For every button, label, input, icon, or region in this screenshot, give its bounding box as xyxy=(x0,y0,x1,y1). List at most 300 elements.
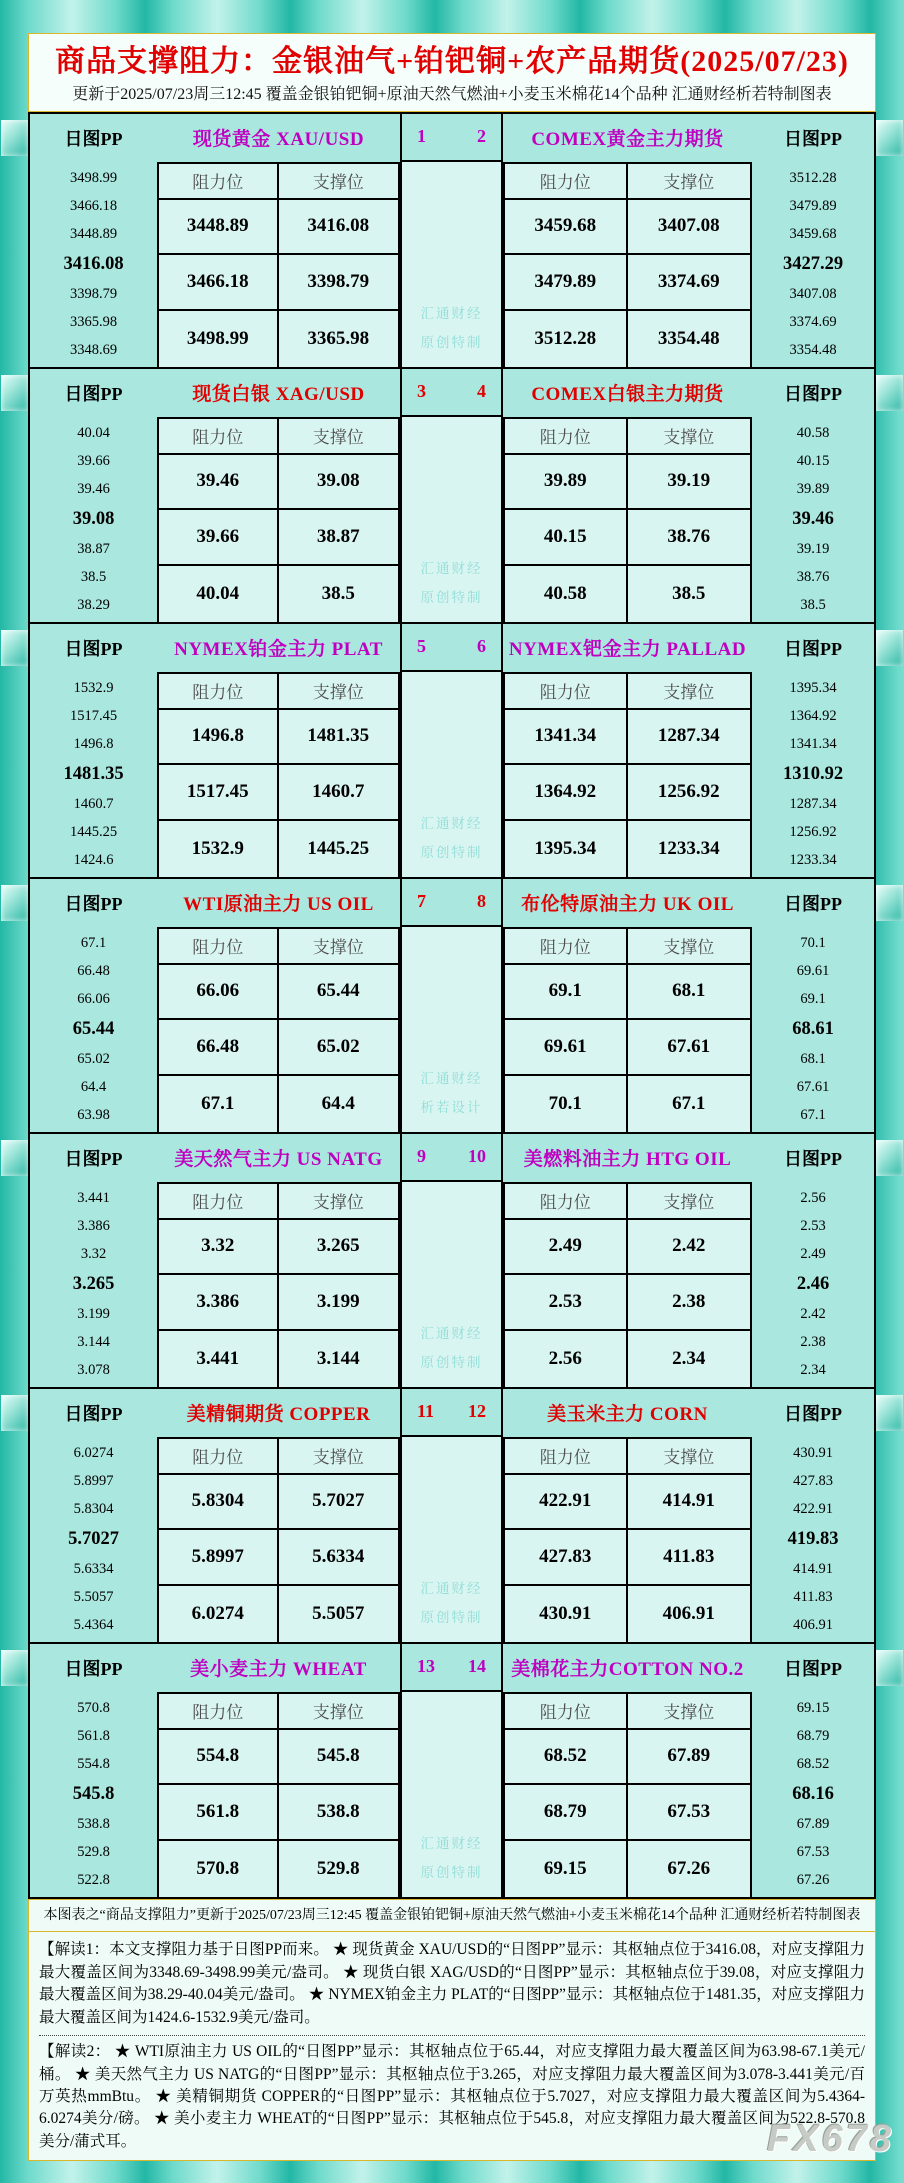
center-watermark xyxy=(402,1437,501,1642)
pp-level: 69.15 xyxy=(796,1699,830,1716)
resistance-header: 阻力位 xyxy=(505,1184,628,1220)
pair-number-2: 12 xyxy=(468,1401,486,1421)
pp-level: 1517.45 xyxy=(69,707,118,724)
levels-table-left xyxy=(157,1182,400,1387)
resistance-value: 39.46 xyxy=(159,455,279,511)
resistance-value: 40.04 xyxy=(159,566,279,622)
resistance-value: 69.15 xyxy=(505,1841,628,1897)
watermark-line-1: 汇通财经 xyxy=(420,560,483,576)
pivot-table xyxy=(28,112,876,1899)
pp-level: 2.53 xyxy=(800,1217,826,1234)
support-header: 支撑位 xyxy=(628,419,751,455)
instrument-title-right: NYMEX钯金主力 PALLAD xyxy=(508,639,747,660)
pp-level: 411.83 xyxy=(793,1588,833,1605)
levels-table-right xyxy=(503,927,752,1132)
resistance-header: 阻力位 xyxy=(159,164,279,200)
pp-level: 3.386 xyxy=(77,1217,110,1234)
pp-level: 538.8 xyxy=(77,1815,110,1832)
pair-number-2: 4 xyxy=(477,381,486,401)
resistance-value: 1517.45 xyxy=(159,765,279,821)
pp-levels-left xyxy=(30,927,157,1132)
instrument-title-left: 美精铜期货 COPPER xyxy=(186,1404,371,1425)
pp-level: 522.8 xyxy=(77,1871,110,1888)
resistance-value: 68.52 xyxy=(505,1730,628,1786)
pp-level: 1341.34 xyxy=(789,735,837,752)
resistance-value: 1496.8 xyxy=(159,710,279,766)
instrument-block xyxy=(30,1644,874,1897)
resistance-header: 阻力位 xyxy=(505,1439,628,1475)
resistance-value: 1341.34 xyxy=(505,710,628,766)
pp-levels-right xyxy=(752,1692,874,1897)
support-value: 1256.92 xyxy=(628,765,751,821)
support-value: 545.8 xyxy=(279,1730,399,1786)
center-column xyxy=(400,1182,503,1387)
support-header: 支撑位 xyxy=(279,1184,399,1220)
support-value: 39.08 xyxy=(279,455,399,511)
pp-level: 430.91 xyxy=(793,1444,833,1461)
pp-level: 39.19 xyxy=(796,540,830,557)
pp-level: 38.5 xyxy=(80,568,107,585)
resistance-value: 70.1 xyxy=(505,1076,628,1132)
pp-level: 3512.28 xyxy=(789,169,837,186)
watermark-line-2: 原创特制 xyxy=(420,334,483,350)
pp-pivot-level: 39.08 xyxy=(72,508,115,529)
pp-level: 40.58 xyxy=(796,424,830,441)
support-value: 67.1 xyxy=(672,1092,706,1114)
support-value: 1287.34 xyxy=(628,710,751,766)
support-value: 67.26 xyxy=(667,1857,711,1879)
pp-level: 67.53 xyxy=(796,1843,830,1860)
pp-level: 40.15 xyxy=(796,452,830,469)
support-value: 411.83 xyxy=(628,1530,751,1586)
pp-level: 3.199 xyxy=(77,1305,110,1322)
side-bevel-decoration xyxy=(876,1140,903,1176)
resistance-value: 69.61 xyxy=(505,1020,628,1076)
pair-number-cell xyxy=(400,1134,503,1182)
resistance-value: 3.441 xyxy=(159,1331,279,1387)
pp-level: 5.8304 xyxy=(73,1500,114,1517)
pp-level: 67.61 xyxy=(796,1078,830,1095)
watermark-line-2: 原创特制 xyxy=(420,1609,483,1625)
resistance-value: 1364.92 xyxy=(505,765,628,821)
resistance-header: 阻力位 xyxy=(505,674,628,710)
pp-pivot-level: 3427.29 xyxy=(782,253,844,274)
side-bevel-decoration xyxy=(876,1395,903,1431)
pair-number-2: 8 xyxy=(477,891,486,911)
pp-level: 3448.89 xyxy=(69,225,118,242)
pp-level: 2.56 xyxy=(800,1189,826,1206)
pp-header-right: 日图PP xyxy=(752,1134,874,1182)
side-bevel-decoration xyxy=(876,120,903,156)
instrument-block xyxy=(30,1389,874,1644)
pp-level: 3498.99 xyxy=(69,169,118,186)
instrument-title-right: COMEX黄金主力期货 xyxy=(531,129,724,150)
pp-pivot-level: 1310.92 xyxy=(782,763,844,784)
center-watermark xyxy=(402,672,501,877)
pp-levels-right xyxy=(752,1182,874,1387)
pp-level: 66.06 xyxy=(77,990,110,1007)
pair-number-1: 13 xyxy=(417,1656,435,1676)
pp-level: 1460.7 xyxy=(73,795,114,812)
side-bevel-decoration xyxy=(876,630,903,666)
pp-level: 3398.79 xyxy=(69,285,118,302)
resistance-value: 1532.9 xyxy=(159,821,279,877)
pp-level: 67.1 xyxy=(80,934,107,951)
resistance-value: 561.8 xyxy=(159,1785,279,1841)
resistance-value: 5.8304 xyxy=(159,1475,279,1531)
pp-level: 68.1 xyxy=(800,1050,826,1067)
levels-table-right xyxy=(503,1437,752,1642)
pair-number-2: 14 xyxy=(468,1656,486,1676)
note-1: 【解读1：本文支撑阻力基于日图PP而来。 ★ 现货黄金 XAU/USD的“日图PP”显示：其枢轴点位于3416.08，对应支撑阻力最大覆盖区间为3348.69-3498.99美元/盎司。 ★ 现货白银 XAG/USD的“日图PP”显示：其枢轴点位于39.08，对应支撑阻力最大覆盖区间为38.29-40.04美元/盎司。 ★ NYMEX铂金主力 PLAT的“日图PP”显示：其枢轴点位于1481.35，对应支撑阻力最大覆盖区间为1424.6-1532.9美元/盎司。 xyxy=(39,1941,865,2026)
levels-table-right xyxy=(503,417,752,622)
levels-table-left xyxy=(157,672,400,877)
support-value: 38.76 xyxy=(628,510,751,566)
support-value: 38.5 xyxy=(672,582,706,604)
pp-level: 529.8 xyxy=(77,1843,110,1860)
support-value: 1233.34 xyxy=(657,837,720,859)
pp-pivot-level: 2.46 xyxy=(796,1273,830,1294)
center-column xyxy=(400,417,503,622)
instrument-block xyxy=(30,1134,874,1389)
pp-level: 2.34 xyxy=(800,1361,826,1378)
pp-levels-right xyxy=(752,162,874,367)
pp-level: 39.66 xyxy=(77,452,110,469)
pp-level: 6.0274 xyxy=(73,1444,114,1461)
resistance-value: 40.58 xyxy=(505,566,628,622)
support-value: 2.42 xyxy=(628,1220,751,1276)
side-bevel-decoration xyxy=(1,630,28,666)
pp-level: 3.078 xyxy=(77,1361,110,1378)
support-value: 64.4 xyxy=(321,1092,355,1114)
pp-level: 3374.69 xyxy=(789,313,837,330)
page-subtitle: 更新于2025/07/23周三12:45 覆盖金银铂钯铜+原油天然气燃油+小麦玉米棉花14个品种 汇通财经析若特制图表 xyxy=(72,85,832,103)
resistance-header: 阻力位 xyxy=(159,1184,279,1220)
pp-levels-left xyxy=(30,1437,157,1642)
support-value: 1445.25 xyxy=(307,837,370,859)
pair-number-2: 6 xyxy=(477,636,486,656)
support-value: 3374.69 xyxy=(628,255,751,311)
instrument-title-right: 美玉米主力 CORN xyxy=(547,1404,708,1425)
resistance-header: 阻力位 xyxy=(505,164,628,200)
side-bevel-decoration xyxy=(1,1140,28,1176)
pp-level: 1395.34 xyxy=(789,679,837,696)
watermark-line-1: 汇通财经 xyxy=(420,1580,483,1596)
pp-header-left: 日图PP xyxy=(30,624,157,672)
support-value: 3398.79 xyxy=(279,255,399,311)
pp-level: 5.8997 xyxy=(73,1472,114,1489)
support-header: 支撑位 xyxy=(628,929,751,965)
center-column xyxy=(400,1437,503,1642)
pp-pivot-level: 1481.35 xyxy=(63,763,124,784)
levels-table-right xyxy=(503,162,752,367)
levels-table-left xyxy=(157,1437,400,1642)
resistance-header: 阻力位 xyxy=(159,1439,279,1475)
support-value: 5.7027 xyxy=(279,1475,399,1531)
pp-pivot-level: 545.8 xyxy=(72,1783,115,1804)
pp-header-right: 日图PP xyxy=(752,114,874,162)
instrument-block xyxy=(30,624,874,879)
pair-number-cell xyxy=(400,369,503,417)
resistance-value: 3.386 xyxy=(159,1275,279,1331)
watermark-line-2: 析若设计 xyxy=(420,1099,483,1115)
pp-level: 2.42 xyxy=(800,1305,826,1322)
pp-header-right: 日图PP xyxy=(752,624,874,672)
support-value: 5.5057 xyxy=(312,1602,365,1624)
title-box xyxy=(28,33,876,112)
levels-table-left xyxy=(157,1692,400,1897)
resistance-header: 阻力位 xyxy=(159,419,279,455)
pp-level: 427.83 xyxy=(793,1472,833,1489)
pp-pivot-level: 65.44 xyxy=(72,1018,115,1039)
support-value: 2.38 xyxy=(628,1275,751,1331)
pp-level: 3459.68 xyxy=(789,225,837,242)
instrument-block xyxy=(30,369,874,624)
levels-table-left xyxy=(157,927,400,1132)
watermark-line-2: 原创特制 xyxy=(420,1864,483,1880)
instrument-title-right: COMEX白银主力期货 xyxy=(531,384,724,405)
pp-level: 64.4 xyxy=(80,1078,107,1095)
support-value: 67.61 xyxy=(628,1020,751,1076)
levels-table-right xyxy=(503,672,752,877)
support-value: 38.87 xyxy=(279,510,399,566)
center-watermark xyxy=(402,417,501,622)
resistance-value: 554.8 xyxy=(159,1730,279,1786)
pp-levels-left xyxy=(30,1182,157,1387)
watermark-line-2: 原创特制 xyxy=(420,1354,483,1370)
support-header: 支撑位 xyxy=(628,1184,751,1220)
pp-level: 40.04 xyxy=(77,424,110,441)
resistance-value: 66.48 xyxy=(159,1020,279,1076)
pp-levels-left xyxy=(30,417,157,622)
resistance-value: 3466.18 xyxy=(159,255,279,311)
support-value: 414.91 xyxy=(628,1475,751,1531)
support-value: 2.34 xyxy=(672,1347,706,1369)
resistance-value: 39.89 xyxy=(505,455,628,511)
footer-note: 本图表之“商品支撑阻力”更新于2025/07/23周三12:45 覆盖金银铂钯铜+原油天然气燃油+小麦玉米棉花14个品种 汇通财经析若特制图表 xyxy=(28,1899,876,1933)
resistance-value: 67.1 xyxy=(159,1076,279,1132)
note-2: 【解读2： ★ WTI原油主力 US OIL的“日图PP”显示：其枢轴点位于65.44，对应支撑阻力最大覆盖区间为63.98-67.1美元/桶。 ★ 美天然气主力 US NATG的“日图PP”显示：其枢轴点位于3.265，对应支撑阻力最大覆盖区间为3.078-3.441美元/百万英热mmBtu。 ★ 美精铜期货 COPPER的“日图PP”显示：其枢轴点位于5.7027，对应支撑阻力最大覆盖区间为5.4364-6.0274美分/磅。 ★ 美小麦主力 WHEAT的“日图PP”显示：其枢轴点位于545.8，对应支撑阻力最大覆盖区间为522.8-570.8美分/蒲式耳。 xyxy=(39,2043,865,2150)
pp-level: 3354.48 xyxy=(789,341,837,358)
dotted-divider xyxy=(39,2035,865,2036)
resistance-value: 3459.68 xyxy=(505,200,628,256)
resistance-value: 5.8997 xyxy=(159,1530,279,1586)
resistance-value: 40.15 xyxy=(505,510,628,566)
center-watermark xyxy=(402,1182,501,1387)
pp-levels-right xyxy=(752,417,874,622)
resistance-value: 3512.28 xyxy=(505,311,628,367)
support-value: 65.02 xyxy=(279,1020,399,1076)
support-value: 529.8 xyxy=(316,1857,360,1879)
watermark-line-1: 汇通财经 xyxy=(420,1070,483,1086)
pp-level: 39.46 xyxy=(77,480,110,497)
pp-level: 3479.89 xyxy=(789,197,837,214)
pp-level: 67.1 xyxy=(800,1106,826,1123)
instrument-title-left: 现货白银 XAG/USD xyxy=(192,384,365,405)
levels-table-right xyxy=(503,1692,752,1897)
pp-header-left: 日图PP xyxy=(30,1134,157,1182)
support-header: 支撑位 xyxy=(279,1439,399,1475)
resistance-header: 阻力位 xyxy=(505,1694,628,1730)
pair-number-cell xyxy=(400,114,503,162)
support-header: 支撑位 xyxy=(279,1694,399,1730)
watermark-line-2: 原创特制 xyxy=(420,589,483,605)
pp-pivot-level: 3416.08 xyxy=(63,253,124,274)
support-header: 支撑位 xyxy=(279,674,399,710)
pp-levels-right xyxy=(752,927,874,1132)
pp-level: 3.441 xyxy=(77,1189,110,1206)
pair-number-cell xyxy=(400,1389,503,1437)
resistance-header: 阻力位 xyxy=(159,1694,279,1730)
pp-pivot-level: 68.16 xyxy=(792,1783,834,1804)
pp-level: 38.29 xyxy=(77,596,110,613)
pp-level: 1233.34 xyxy=(789,851,837,868)
pp-header-left: 日图PP xyxy=(30,1389,157,1437)
pp-level: 69.1 xyxy=(800,990,826,1007)
pp-level: 1445.25 xyxy=(69,823,118,840)
pp-level: 38.5 xyxy=(800,596,826,613)
pp-level: 1532.9 xyxy=(73,679,114,696)
pp-header-left: 日图PP xyxy=(30,879,157,927)
pp-levels-right xyxy=(752,1437,874,1642)
side-bevel-decoration xyxy=(1,120,28,156)
instrument-title-left: 现货黄金 XAU/USD xyxy=(192,129,365,150)
page-title: 商品支撑阻力：金银油气+铂钯铜+农产品期货(2025/07/23) xyxy=(55,45,849,78)
pp-level: 38.87 xyxy=(77,540,110,557)
support-value: 3.144 xyxy=(316,1347,360,1369)
pp-level: 2.49 xyxy=(800,1245,826,1262)
pp-header-left: 日图PP xyxy=(30,369,157,417)
instrument-title-left: 美天然气主力 US NATG xyxy=(174,1149,383,1170)
resistance-value: 68.79 xyxy=(505,1785,628,1841)
side-bevel-decoration xyxy=(876,885,903,921)
pp-level: 422.91 xyxy=(793,1500,833,1517)
pair-number-1: 1 xyxy=(417,126,426,146)
pp-header-right: 日图PP xyxy=(752,369,874,417)
brand-watermark: FX678 xyxy=(767,2118,894,2160)
pp-level: 3348.69 xyxy=(69,341,118,358)
pp-levels-left xyxy=(30,162,157,367)
pp-level: 3365.98 xyxy=(69,313,118,330)
pp-level: 69.61 xyxy=(796,962,830,979)
pp-level: 3407.08 xyxy=(789,285,837,302)
support-value: 3365.98 xyxy=(307,327,370,349)
instrument-title-right: 布伦特原油主力 UK OIL xyxy=(521,894,734,915)
center-column xyxy=(400,162,503,367)
support-value: 3.199 xyxy=(279,1275,399,1331)
pp-level: 66.48 xyxy=(77,962,110,979)
resistance-header: 阻力位 xyxy=(159,929,279,965)
resistance-header: 阻力位 xyxy=(505,419,628,455)
pp-levels-right xyxy=(752,672,874,877)
support-header: 支撑位 xyxy=(279,929,399,965)
pp-level: 1424.6 xyxy=(73,851,114,868)
watermark-line-1: 汇通财经 xyxy=(420,815,483,831)
pp-pivot-level: 5.7027 xyxy=(68,1528,119,1549)
pp-header-right: 日图PP xyxy=(752,1389,874,1437)
resistance-value: 2.56 xyxy=(505,1331,628,1387)
resistance-value: 39.66 xyxy=(159,510,279,566)
resistance-value: 3448.89 xyxy=(159,200,279,256)
center-column xyxy=(400,672,503,877)
pp-level: 406.91 xyxy=(793,1616,833,1633)
pp-levels-left xyxy=(30,1692,157,1897)
center-column xyxy=(400,927,503,1132)
pp-level: 67.89 xyxy=(796,1815,830,1832)
watermark-line-1: 汇通财经 xyxy=(420,305,483,321)
watermark-line-1: 汇通财经 xyxy=(420,1835,483,1851)
support-value: 3416.08 xyxy=(279,200,399,256)
pp-level: 2.38 xyxy=(800,1333,826,1350)
pp-level: 414.91 xyxy=(793,1560,833,1577)
resistance-value: 3479.89 xyxy=(505,255,628,311)
support-value: 68.1 xyxy=(628,965,751,1021)
resistance-value: 3.32 xyxy=(159,1220,279,1276)
resistance-value: 69.1 xyxy=(505,965,628,1021)
side-bevel-decoration xyxy=(876,1650,903,1686)
instrument-title-left: 美小麦主力 WHEAT xyxy=(190,1659,367,1680)
side-bevel-decoration xyxy=(1,1395,28,1431)
side-bevel-decoration xyxy=(1,1650,28,1686)
pair-number-2: 10 xyxy=(468,1146,486,1166)
pp-levels-left xyxy=(30,672,157,877)
pair-number-1: 11 xyxy=(417,1401,435,1421)
pair-number-1: 9 xyxy=(417,1146,426,1166)
support-value: 406.91 xyxy=(662,1602,715,1624)
instrument-title-right: 美燃料油主力 HTG OIL xyxy=(523,1149,732,1170)
instrument-title-left: NYMEX铂金主力 PLAT xyxy=(174,639,383,660)
pp-header-left: 日图PP xyxy=(30,1644,157,1692)
instrument-block xyxy=(30,114,874,369)
pp-level: 1496.8 xyxy=(73,735,114,752)
side-bevel-decoration xyxy=(1,375,28,411)
resistance-value: 66.06 xyxy=(159,965,279,1021)
pair-number-cell xyxy=(400,879,503,927)
support-header: 支撑位 xyxy=(628,1694,751,1730)
support-header: 支撑位 xyxy=(628,674,751,710)
side-bevel-decoration xyxy=(876,375,903,411)
center-watermark xyxy=(402,162,501,367)
pair-number-1: 3 xyxy=(417,381,426,401)
resistance-value: 3498.99 xyxy=(159,311,279,367)
pp-level: 570.8 xyxy=(77,1699,110,1716)
support-header: 支撑位 xyxy=(279,164,399,200)
pp-level: 554.8 xyxy=(77,1755,110,1772)
pp-level: 38.76 xyxy=(796,568,830,585)
pp-level: 70.1 xyxy=(800,934,826,951)
instrument-block xyxy=(30,879,874,1134)
pp-level: 3.144 xyxy=(77,1333,110,1350)
support-value: 39.19 xyxy=(628,455,751,511)
pp-level: 67.26 xyxy=(796,1871,830,1888)
pair-number-cell xyxy=(400,1644,503,1692)
center-column xyxy=(400,1692,503,1897)
pp-level: 5.4364 xyxy=(73,1616,114,1633)
pp-pivot-level: 68.61 xyxy=(792,1018,834,1039)
pp-level: 39.89 xyxy=(796,480,830,497)
resistance-value: 427.83 xyxy=(505,1530,628,1586)
pair-number-2: 2 xyxy=(477,126,486,146)
support-value: 1460.7 xyxy=(279,765,399,821)
resistance-header: 阻力位 xyxy=(505,929,628,965)
support-value: 538.8 xyxy=(279,1785,399,1841)
instrument-title-left: WTI原油主力 US OIL xyxy=(183,894,374,915)
support-value: 65.44 xyxy=(279,965,399,1021)
pp-level: 1256.92 xyxy=(789,823,837,840)
pp-level: 5.6334 xyxy=(73,1560,114,1577)
pp-level: 1287.34 xyxy=(789,795,837,812)
resistance-value: 430.91 xyxy=(505,1586,628,1642)
